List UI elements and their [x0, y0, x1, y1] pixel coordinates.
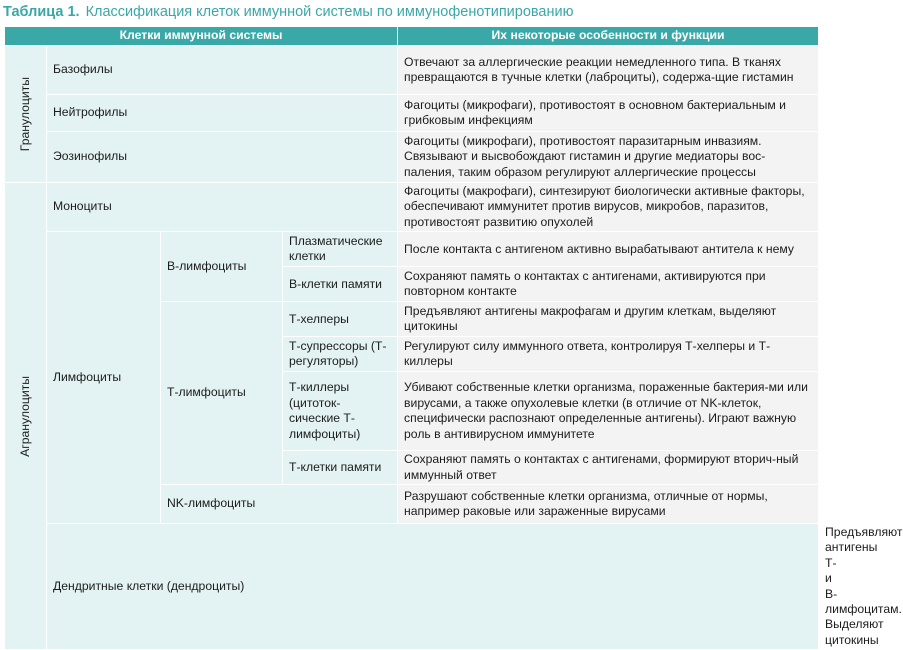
cell-desc: Разрушают собственные клетки организма, отличные от нормы, например раковые или зараженные вирусами: [398, 485, 819, 524]
cell-name: Т-клетки памяти: [283, 451, 398, 485]
table-row: [5, 183, 819, 232]
group-label: Агранулоциты: [17, 375, 32, 457]
caption-label: Таблица 1.: [3, 4, 80, 20]
cell-desc: Отвечают за аллергические реакции немедленного типа. В тканях превращаются в тучные клетки (лаброциты), содержа-щие гистамин: [398, 46, 819, 95]
cell-name: Эозинофилы: [47, 132, 398, 183]
cell-desc: Регулируют силу иммунного ответа, контролируя Т-хелперы и Т-киллеры: [398, 337, 819, 372]
header-cells: Клетки иммунной системы: [5, 27, 398, 46]
cell-name: Т-хелперы: [283, 302, 398, 337]
table-row: [5, 232, 819, 267]
cell-name: Т-супрессоры (Т-регуляторы): [283, 337, 398, 372]
cell-desc: Фагоциты (микрофаги), противостоят в основном бактериальным и грибковым инфекциям: [398, 95, 819, 132]
table-row: [5, 95, 819, 132]
cell-desc: Сохраняют память о контактах с антигенами, активируются при повторном контакте: [398, 267, 819, 302]
cell-name: NK-лимфоциты: [161, 485, 398, 524]
cell-name: Плазматические клетки: [283, 232, 398, 267]
table-caption: [3, 3, 573, 21]
cell-desc: Фагоциты (микрофаги), противостоят паразитарным инвазиям. Связывают и высвобождают гистамин и другие медиаторы вос-паления, таким образом регулируют аллергические процессы: [398, 132, 819, 183]
group-label: Гранулоциты: [17, 76, 32, 152]
table-row: Дендритные клетки (дендроциты) Предъявляют антигены Т- и В-лимфоцитам. Выделяют цитокины: [5, 524, 819, 650]
cell-desc: Предъявляют антигены макрофагам и другим клеткам, выделяют цитокины: [398, 302, 819, 337]
group-granulocytes: [5, 46, 47, 183]
cell-desc: Убивают собственные клетки организма, пораженные бактерия-ми или вирусами, а также опухолевые клетки (в отличие от NK-клеток, специфически распознают определенные антигены). Играют важную роль в антивирусном иммунитете: [398, 372, 819, 451]
cell-name-b-lymphocytes: В-лимфоциты: [161, 232, 283, 302]
cell-name: Нейтрофилы: [47, 95, 398, 132]
cell-name-t-lymphocytes: Т-лимфоциты: [161, 302, 283, 485]
cell-name: Дендритные клетки (дендроциты): [47, 524, 819, 650]
cell-name: Т-киллеры (цитоток-сические Т-лимфоциты): [283, 372, 398, 451]
cell-name: В-клетки памяти: [283, 267, 398, 302]
caption-title: Классификация клеток иммунной системы по иммунофенотипированию: [85, 4, 574, 20]
table-header-row: [5, 27, 819, 46]
cell-desc: Сохраняют память о контактах с антигенами, формируют вторич-ный иммунный ответ: [398, 451, 819, 485]
cell-name: Базофилы: [47, 46, 398, 95]
group-agranulocytes: [5, 183, 47, 650]
cell-desc: После контакта с антигеном активно вырабатывают антитела к нему: [398, 232, 819, 267]
cell-desc: Фагоциты (макрофаги), синтезируют биологически активные факторы, обеспечивают иммунитет против вирусов, микробов, паразитов, противостоят развитию опухолей: [398, 183, 819, 232]
cell-name-lymphocytes: Лимфоциты: [47, 232, 161, 524]
classification-table: [4, 26, 903, 650]
cell-name: Моноциты: [47, 183, 398, 232]
header-features: Их некоторые особенности и функции: [398, 27, 819, 46]
table-row: [5, 132, 819, 183]
table-row: [5, 46, 819, 95]
